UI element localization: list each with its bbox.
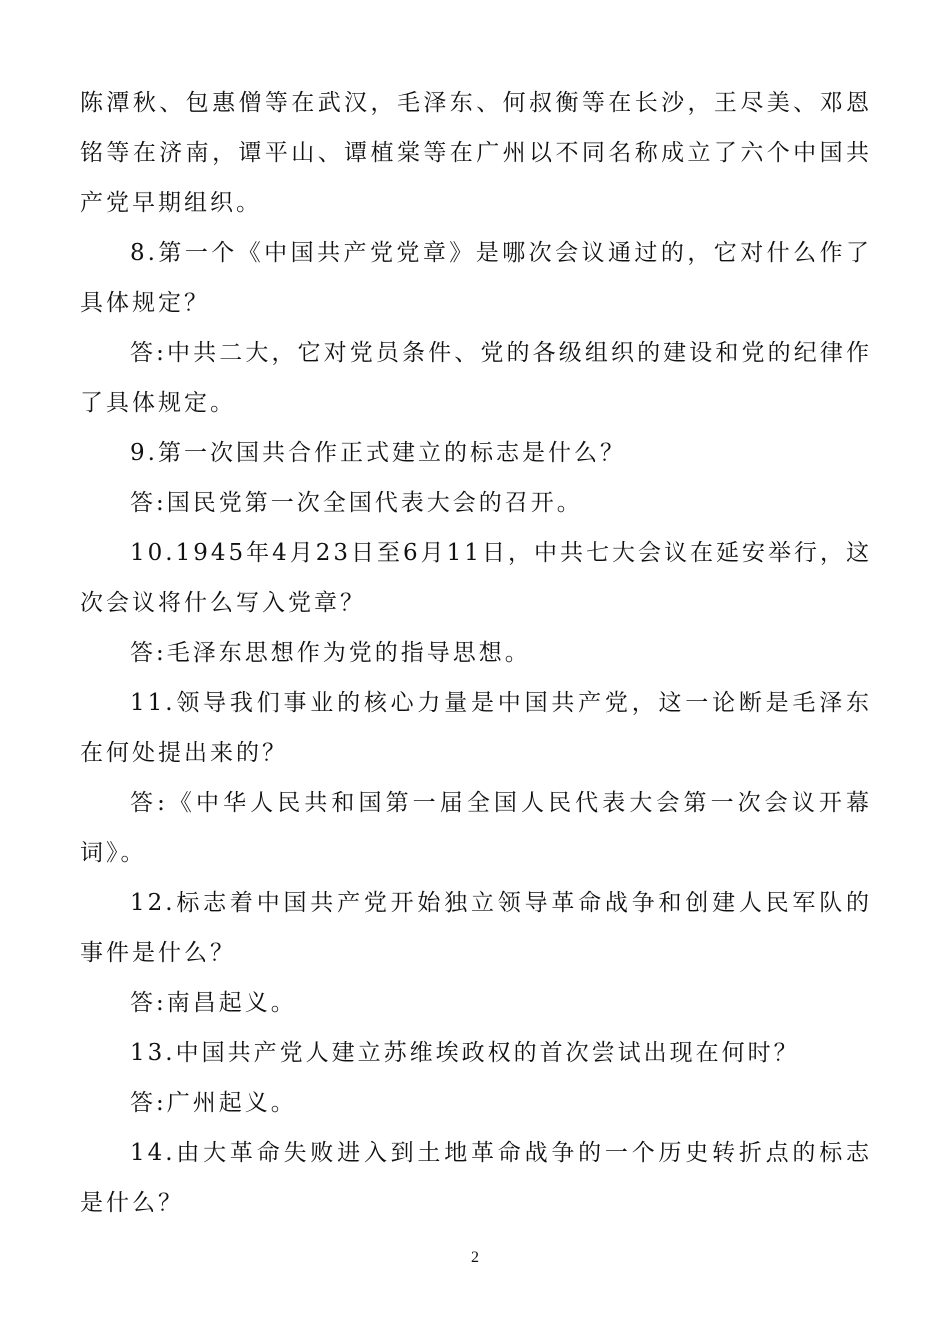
- page-number: 2: [471, 1249, 479, 1266]
- answer-8: 答:中共二大，它对党员条件、党的各级组织的建设和党的纪律作了具体规定。: [80, 340, 872, 416]
- question-14: 14.由大革命失败进入到土地革命战争的一个历史转折点的标志是什么？: [80, 1140, 872, 1216]
- answer-12: 答:南昌起义。: [130, 990, 297, 1016]
- question-8: 8.第一个《中国共产党党章》是哪次会议通过的，它对什么作了具体规定？: [80, 240, 872, 316]
- answer-13: 答:广州起义。: [130, 1090, 297, 1116]
- answer-9: 答:国民党第一次全国代表大会的召开。: [130, 490, 583, 516]
- answer-11: 答:《中华人民共和国第一届全国人民代表大会第一次会议开幕词》。: [80, 790, 872, 866]
- document-body: [80, 78, 872, 1228]
- question-10: 10.1945年4月23日至6月11日，中共七大会议在延安举行，这次会议将什么写入党章？: [80, 540, 872, 616]
- answer-10: 答:毛泽东思想作为党的指导思想。: [130, 640, 531, 666]
- question-13: 13.中国共产党人建立苏维埃政权的首次尝试出现在何时？: [130, 1040, 800, 1066]
- question-11: 11.领导我们事业的核心力量是中国共产党，这一论断是毛泽东在何处提出来的？: [80, 690, 872, 766]
- question-9: 9.第一次国共合作正式建立的标志是什么？: [130, 440, 626, 466]
- paragraph-continuation: 陈潭秋、包惠僧等在武汉，毛泽东、何叔衡等在长沙，王尽美、邓恩铭等在济南，谭平山、谭植棠等在广州以不同名称成立了六个中国共产党早期组织。: [80, 90, 872, 216]
- question-12: 12.标志着中国共产党开始独立领导革命战争和创建人民军队的事件是什么？: [80, 890, 872, 966]
